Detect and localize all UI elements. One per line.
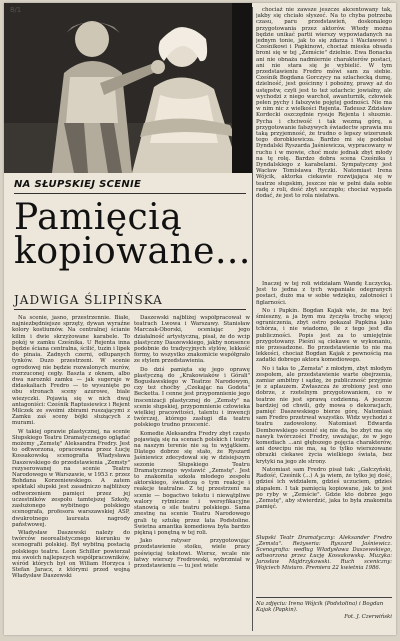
photo-credit: Fot. J. Czerwiński — [344, 613, 392, 620]
caption-text: Na zdjęciu: Irena Wójcik (Podstolina) i Bogdan Kajak (Papkin). — [256, 601, 384, 614]
paragraph: No i Papkin. Bogdan Kajak wie, że ma być śmieszny, a ja bym mu życzyła trochę więcej ograniczenia, zbyt ostro pokazał Papkina jako tchórza, i nie wiadomo, ile z tego jest dla publiczności. Popis jest za to umiejętnie przygotowany. Pieśni są ciekawe w wykonaniu, nie przesadzone. Bo przedstawienie to nie ma lekkości, chociaż Bogdan Kajak z pewnością ma zadatki dobrego aktora komediowego. — [256, 307, 392, 364]
paragraph: No i taka to „Zemsta" z młodym, zbyt młodym zespołem, ale przedstawienie warte obejrzenia, zamiar ambitny i sądzę, że publiczność przyjmie je z aplauzem. Zwłaszcza że zrobiony jest ono dobrze, z rzetelnym przygotowaniem, co w teatrze nie jest sprawą codzienną. A jeszcze bardziej od chwili, gdy mowa o dekoracjach, pamięć Daszewskiego bierze górę. Natomiast sam Fredro przetrwał wszystko. Widz wychodzi z teatru zadowolony. Natomiast Edwarda Dembowskiego ocenić się nie da, bo zbyt ma się nawyk twórczości Fredry, uważając, że w jego komediach ...ani głębszego pojęcia charakterów, ani dowcipu nie ma, są to tylko wierszowane obrazki ciekawe życia wielkiego świata, bez krytyki na jego złe strony. — [256, 365, 392, 465]
production-credits: Słupski Teatr Dramatyczny: Aleksander Fredro „Zemsta". Reżyseria: Ryszard Jaśniewicz. Scenografia: według Władysława Daszewskiego, odtworzona przez Łucję Kossakowską. Muzyka: Jarosław Majdrzykowski. Ruch sceniczny: Wojciech Misiuro. Premiera 22 kwietnia 1986. — [256, 535, 392, 572]
paragraph: Natomiast sam Fredro pisał tak: „Gałczyński, Radość, Cześnik (...) A ja wiem, że tylko jej dość, gdzieś ich widziałem, gdzieś uczuciem, gdzieś złapałem. I tak pamięcią kopiowane, jak to jest po ryby w „Zemście". Gdzie kto dobrze jego „Zemstę", aby stwierdzić, jaka to była znakomita pamięć. — [256, 466, 392, 511]
headline: Pamięcią kopiowane... — [14, 197, 251, 272]
article-column-2 — [134, 315, 250, 633]
article-column-4 — [256, 281, 392, 531]
paragraph: Władysław Daszewski należy do twórców neorealistycznego kierunku w scenografii polskiej. Był wybitną postacią polskiego teatru. Leon Schiller powierzał mu swoich najlepszych współpracowników, wśród których był on Wiliam Horzyca i Stefan Jaracz, z którymi przed wojną Władysław Daszewski — [12, 529, 130, 580]
paragraph: Jako ratyser przygotowując przedstawienie stoiku, wiele pracy poświęciaj tekstowi. Wiersz, wcale nie łatwy wierszy Fredrowski, wybrzmiał w przedstawieniu — tu jest wiele — [134, 538, 250, 569]
caption-rule — [256, 597, 392, 598]
paragraph: W takiej oprawie plastycznej, na scenie Słupskiego Teatru Dramatycznego oglądać możemy „Zemstę" Aleksandra Fredry. Jest to odtworzona, opracowana przez Łucję Kossakowską scenografia Władysława Daszewskiego do przedstawienia „Zemsty" rezyserowanej na scenie Teatru Narodowego w Warszawie, w 1953 r. przez Bohdana Korzeniewskiego. A zatem spektakl słupski jest zasadniczo najbliższy odtworzeniem pamięci przez jej uczestników zespołu tamtejszej Szkoły, zasłużonego wybitnego polskiego scenografa, profesora warszawskiej ASP, dwukrotnego laureata nagrody państwowej. — [12, 428, 130, 528]
author-byline: JADWIGA ŚLIPIŃSKA — [14, 293, 163, 307]
stage-photo — [4, 3, 252, 173]
paragraph: Daszewski najbliżej współpracował w teatrach Lwowa i Warszawy. Stanisław Marczak-Oborski, oceniając jego działalność artystyczną, pisał, że do wcip plastyczny Daszewskiego, jakby nonsence podobnie do tradycyjnych stylów, lekkość formy, to wszystko znakomicie współgrało ze stylem przedstawienia. — [134, 315, 250, 365]
byline-rule — [14, 309, 246, 310]
photo-illustration — [4, 3, 252, 173]
photo-caption — [256, 601, 392, 620]
newspaper-clipping — [4, 3, 396, 635]
column-divider — [252, 7, 253, 631]
section-kicker: NA SŁUPSKIEJ SCENIE — [14, 179, 142, 190]
article-column-3 — [256, 7, 392, 275]
article-column-1 — [12, 315, 130, 633]
paragraph: Komedie Aleksandra Fredry zbyt często pojawiają się na scenach polskich i teatry na naszym terenie nie są tu wyjątkiem. Dlatego dobrze się stało, że Ryszard Jaśniewicz zdecydował się w dzisiejszym sezonie Słupskiego Teatru Dramatycznego wystawić „Zemstę". Jest to znakomita szkoła młodego zespołu aktorskiego, świadczą o tym reakcje i reakcje teatralne. Z tej przestrzeni na scenie — bogactwo tekstu i niewątpliwe walory rytmiczne i wersyfikacyjne stanowią o sile teatru polskiego. Sama znestnę na scenie Teatru Narodowego grali tę sztukę przez lata Podstoline. Świetna amantka komediowa była bardzo piękną i ponętną w tej roli. — [134, 430, 250, 536]
page-number: 8/1 — [10, 6, 22, 14]
paragraph: Do dziś pamięta się jego oprawę plastyczną do „Krakowiaków i Górali" Bogusławskiego w Teatrze Narodowym, czy też choćby „Czekając na Godota" Becketta. I cenne jest przypomnienie jego inscenizacji plastycznej do „Zemsty" na scenie słupskiej, przypomnienie człowieka wielkiej pracowitości, talentu i inwencji twórczej, którego zasługi dla teatru polskiego trudno przecenić. — [134, 366, 250, 429]
kicker-rule — [14, 193, 246, 194]
paragraph: Na scenie, jasno, przestrzennie. Białe, najniezbędniejsze sprzęty, dywan wyraźne kolory kostiumów. Na centralnej ścianie kilim i dwie skrzyżowane karabele. To pokój w zamku Cześnika. U Rejenta inna będzie ściana centralna, ścilić, tuzin i lipek do pinaia. Zadnych czerni, odlupanych tynków. Duzo przestrzeni. W scenie ogrodowej nie będzie rozwalonych murów, rozrzuconej cegły. Baszta z oknem, albo dwa naroznki zamku — jak sugeruje w didaskaliach Fredro — to wysunięte po obu stronach sceny azurowe, biale wiezyczki. Pojawią się w nich dwaj antagoniści: Cześnik Raptusiewicz i Rejent Milczek ze swoimi zbirami ruszającymi z Zamku zaś sceny bójki służących z murami. — [12, 315, 130, 427]
paragraph: Inaczej w tej roli widziałam Wandę Łuczycką. Jest to jedna z tych wspaniale odegranych postaci, dużo ma w sobie wdzięku, zalotności i figlarności. — [256, 281, 392, 306]
paragraph: chociaż nie zawsze jeszcze akcentowany tak, jakby się chciało słyszeć. Na to chyba potrzeba czasu, paru przedstawień, doskonalego przygotowania przez aktorów. Wtedy można będzie unikać partii wierszy wypowiadanych na jednym tonie, jak to się zdarza i Wacławowi i Cześnikowi i Papkinowi, chociaż mieska obsada broni się w tej „Zemście" dzielnie. Ewa Bonacka ani nie obnaża nadmiernie charakterów postaci, ani nie stara się je wybielić. W tym przedstawieniu Fredro mówi sam za siebie. Cześnik Bogdana Gorczycy na szlachecką dumę, dzielność, jest gościnny i pobożny, prawy aż do ustępstw, czyli jest to też szlachcic jowialny, ale wychodzi z niego warchoł, awanturnik, człowiek pełen pychy i fałszywie pojętej godności. Nie ma w nim nic z wielkości Rejenta. Tadeusz Zdzisław Kordecki oszczędnie rysuje Rejenta i słusznie. Pycha i chciwość i tak wezmą górę, a przygotowanie fałszywych świadectw sprawia mu taką przyjemność, że trudno o lepszy wizerunek tego dorobkiewicza. Bardzo mi się podobał Dyndalski Ryszarda Jaśniewicza, wypracowany w ruchu i w mowie, choć może jednak zbyt młody na tę rolę. Bardzo dobra scena Cześnika i Dyndalskiego z karabelami. Sympatyczny jest Wacław Tomisława Ryczki. Natomiast Irena Wójcik, aktorka ciekawie rozwijająca się w teatrze słupskim, jeszcze nie w pełni dała sobie radę z roli, dość zbyt szczupło; chociaż wypada dodać, że jest to rola niełatwa. — [256, 7, 392, 200]
